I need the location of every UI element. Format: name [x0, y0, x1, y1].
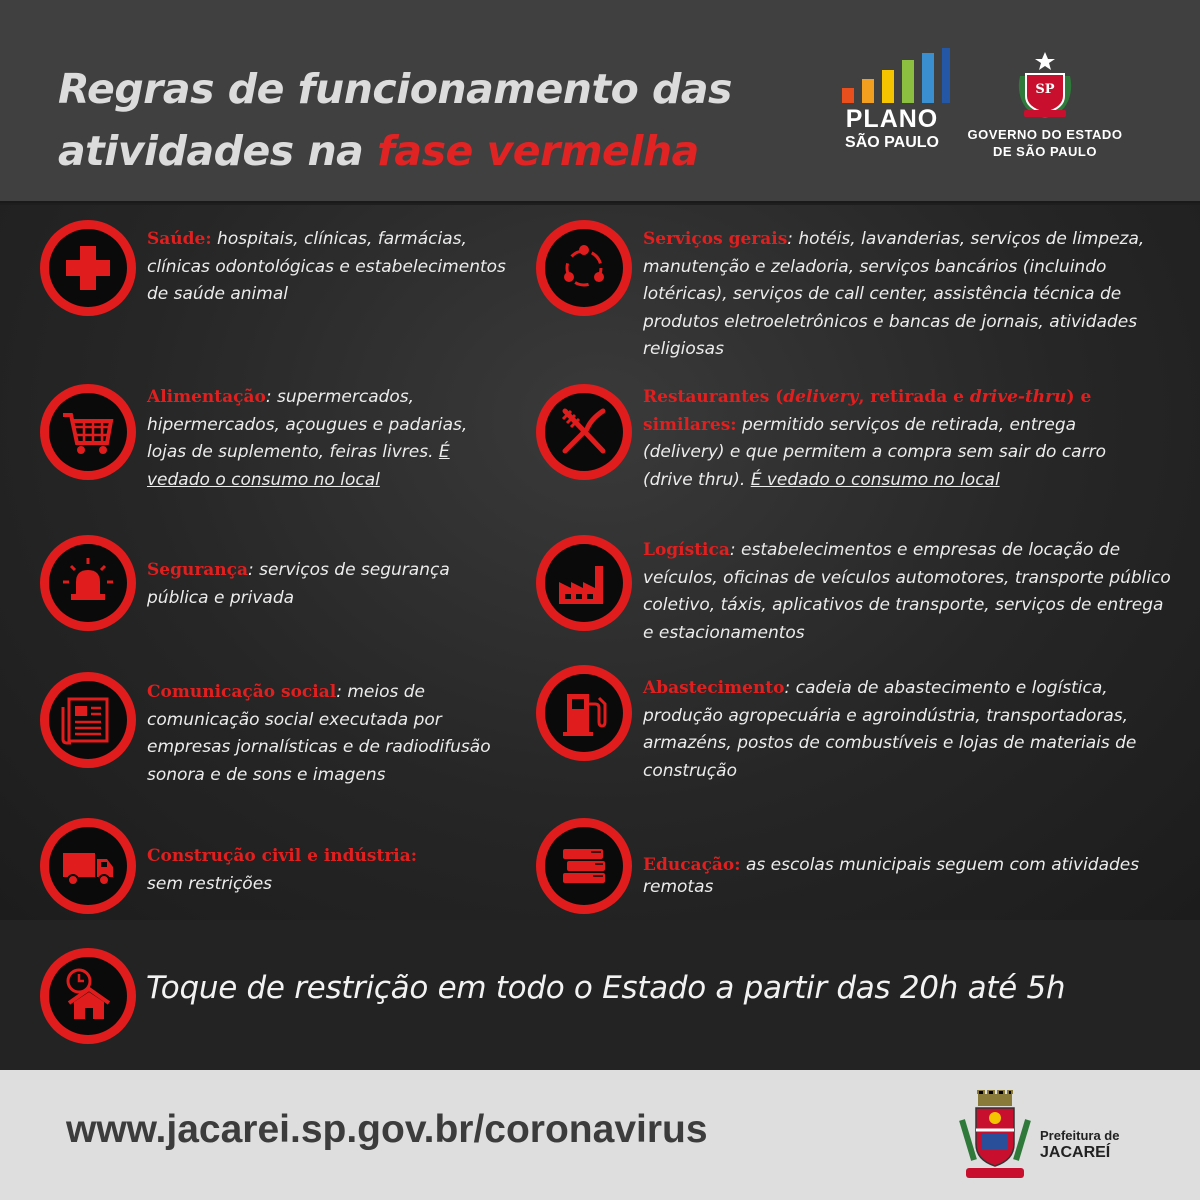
header — [0, 0, 1200, 203]
siren-icon — [40, 535, 136, 631]
title-line-1: Regras de funcionamento das — [58, 65, 732, 113]
item-logistica: Logística: estabelecimentos e empresas de locação de veículos, oficinas de veículos automotores, transporte público coletivo, táxis, aplicativos de transporte, serviços de entrega e estacionamentos — [643, 540, 1171, 643]
prefeitura-label: Prefeitura de — [1040, 1128, 1120, 1143]
plano-sublabel: SÃO PAULO — [845, 134, 939, 151]
sao-paulo-seal-icon — [1012, 50, 1078, 122]
plano-bars-icon — [842, 48, 946, 103]
clock-house-icon — [40, 948, 136, 1044]
fork-knife-icon — [536, 384, 632, 480]
item-comunicacao: Comunicação social: meios de comunicação social executada por empresas jornalísticas e de radiodifusão sonora e de sons e imagens — [147, 682, 491, 785]
fuel-pump-icon — [536, 665, 632, 761]
medical-cross-icon — [40, 220, 136, 316]
website-link[interactable]: www.jacarei.sp.gov.br/coronavirus — [66, 1108, 708, 1151]
plano-label: PLANO — [845, 105, 939, 133]
restaurantes-note: É vedado o consumo no local — [750, 469, 1000, 490]
jacarei-coat-of-arms-icon — [958, 1090, 1032, 1184]
page-title — [58, 58, 732, 182]
item-servicos-gerais: Serviços gerais: hotéis, lavanderias, serviços de limpeza, manutenção e zeladoria, serviços bancários (incluindo lotéricas), serviços de call center, assistência técnica de produtos eletroeletrônicos e bancas de jornais, atividades religiosas — [643, 229, 1145, 359]
item-seguranca: Segurança: serviços de segurança pública e privada — [147, 560, 450, 608]
curfew-text: Toque de restrição em todo o Estado a partir das 20h até 5h — [146, 970, 1066, 1006]
prefeitura-jacarei-logo — [958, 1090, 1148, 1185]
books-icon — [536, 818, 632, 914]
truck-icon — [40, 818, 136, 914]
item-construcao: Construção civil e indústria: sem restrições — [147, 846, 418, 894]
item-saude: Saúde: hospitais, clínicas, farmácias, clínicas odontológicas e estabelecimentos de saúde animal — [147, 229, 506, 304]
alimentacao-note: É vedado o consumo no local — [147, 442, 450, 490]
gov-label-1: GOVERNO DO ESTADO — [967, 127, 1123, 142]
governo-sp-logo — [960, 50, 1130, 160]
svg-text:SP: SP — [1035, 82, 1055, 97]
item-abastecimento: Abastecimento: cadeia de abastecimento e logística, produção agropecuária e agroindústria, transportadoras, armazéns, postos de combustíveis e lojas de materiais de construção — [643, 678, 1137, 781]
gov-label-2: DE SÃO PAULO — [993, 144, 1097, 159]
newspaper-icon — [40, 672, 136, 768]
plano-sao-paulo-logo — [832, 48, 952, 158]
item-alimentacao: Alimentação: supermercados, hipermercados, açougues e padarias, lojas de suplemento, feiras livres. É vedado o consumo no local — [147, 387, 468, 490]
footer — [0, 1070, 1200, 1200]
item-educacao: Educação: as escolas municipais seguem com atividades remotas — [643, 855, 1140, 897]
item-restaurantes: Restaurantes (delivery, retirada e drive-thru) e similares: permitido serviços de retirada, entrega (delivery) e que permitem a compra sem sair do carro (drive thru). É vedado o consumo no local — [643, 387, 1106, 490]
title-line-2: atividades na fase vermelha — [58, 127, 699, 175]
jacarei-label: JACAREÍ — [1040, 1144, 1111, 1161]
shopping-cart-icon — [40, 384, 136, 480]
factory-icon — [536, 535, 632, 631]
services-cycle-icon — [536, 220, 632, 316]
title-highlight: fase vermelha — [377, 127, 699, 175]
